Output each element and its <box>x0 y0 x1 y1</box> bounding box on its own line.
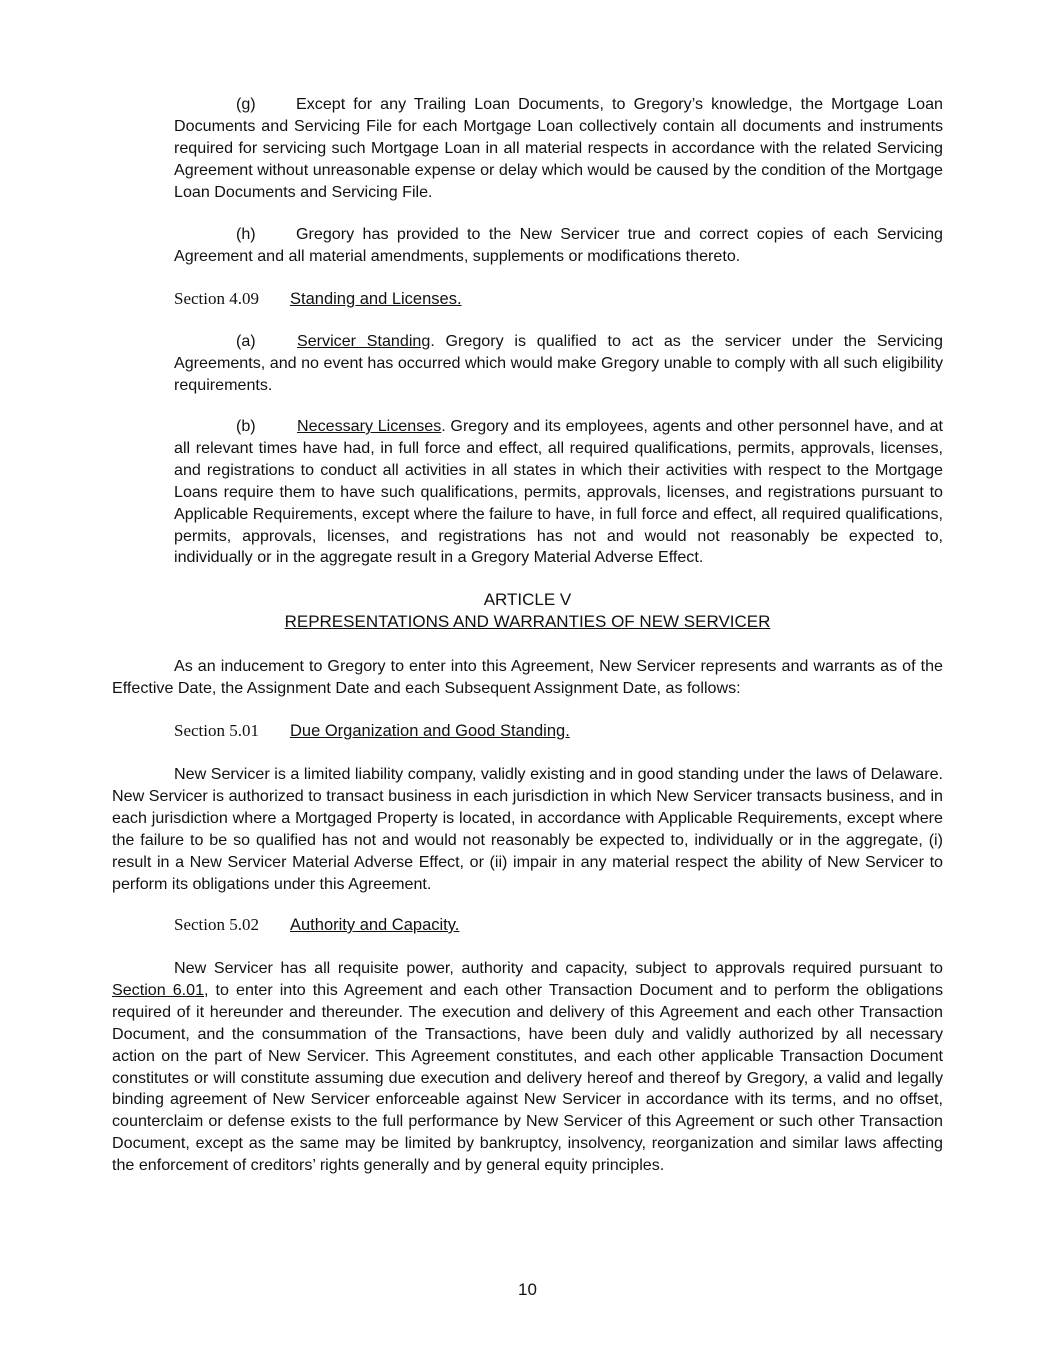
section-5-01-body <box>112 764 943 895</box>
paragraph-heading: Servicer Standing <box>297 332 431 350</box>
page-number: 10 <box>518 1280 537 1299</box>
paragraph-text: . Gregory is qualified to act as the servicer under the Servicing Agreements, and no event has occurred which would make Gregory unable to comply with all such eligibility requirements. <box>174 332 944 394</box>
paragraph-text: . Gregory and its employees, agents and other personnel have, and at all relevant times have had, in full force and effect, all required qualifications, permits, approvals, licenses, and registrations to conduct all activities in all states in which their activities with respect to the Mortgage Loans require them to have such qualifications, permits, approvals, licenses, and registrations pursuant to Applicable Requirements, except where the failure to have, in full force and effect, all required qualifications, permits, approvals, licenses, and registrations has not and would not reasonably be expected to, individually or in the aggregate result in a Gregory Material Adverse Effect. <box>174 417 943 567</box>
section-5-02-heading <box>174 915 459 935</box>
section-4-09-heading <box>174 289 462 309</box>
paragraph-4-09-b <box>174 416 943 569</box>
article-title-text: REPRESENTATIONS AND WARRANTIES OF NEW SERVICER <box>284 612 771 631</box>
article-label: ARTICLE V <box>483 590 572 609</box>
paragraph-text: As an inducement to Gregory to enter into this Agreement, New Servicer represents and warrants as of the Effective Date, the Assignment Date and each Subsequent Assignment Date, as follows: <box>112 657 943 697</box>
article-intro <box>112 656 943 700</box>
section-number: Section 5.02 <box>174 915 259 934</box>
section-5-02-body <box>112 958 943 1177</box>
paragraph-marker: (a) <box>236 332 256 350</box>
article-title <box>0 612 1055 632</box>
section-title: Standing and Licenses. <box>290 290 462 308</box>
section-number: Section 4.09 <box>174 289 259 308</box>
paragraph-4-09-a <box>174 331 943 397</box>
paragraph-text: Gregory has provided to the New Servicer true and correct copies of each Servicing Agreement and all material amendments, supplements or modifications thereto. <box>174 225 943 265</box>
section-title: Authority and Capacity. <box>290 916 460 934</box>
paragraph-text: New Servicer is a limited liability company, validly existing and in good standing under the laws of Delaware. New Servicer is authorized to transact business in each jurisdiction in which New Servicer transacts business, and in each jurisdiction where a Mortgaged Property is located, in accordance with Applicable Requirements, except where the failure to be so qualified has not and would not reasonably be expected to, individually or in the aggregate, (i) result in a New Servicer Material Adverse Effect, or (ii) impair in any material respect the ability of New Servicer to perform its obligations under this Agreement. <box>112 765 943 893</box>
section-title: Due Organization and Good Standing. <box>290 722 570 740</box>
paragraph-marker: (g) <box>236 95 256 113</box>
paragraph-marker: (h) <box>236 225 256 243</box>
paragraph-heading: Necessary Licenses <box>297 417 442 435</box>
paragraph-text: New Servicer has all requisite power, authority and capacity, subject to approvals required pursuant to <box>174 959 943 977</box>
paragraph-g <box>174 94 943 204</box>
section-5-01-heading <box>174 721 570 741</box>
section-reference-link[interactable]: Section 6.01 <box>112 980 205 999</box>
section-number: Section 5.01 <box>174 721 259 740</box>
paragraph-text: , to enter into this Agreement and each other Transaction Document and to perform the obligations required of it hereunder and thereunder. The execution and delivery of this Agreement and each other Transaction Document, and the consummation of the Transactions, have been duly and validly authorized by all necessary action on the part of New Servicer. This Agreement constitutes, and each other applicable Transaction Document constitutes or will constitute assuming due execution and delivery hereof and thereof by Gregory, a valid and legally binding agreement of New Servicer enforceable against New Servicer in accordance with its terms, and no offset, counterclaim or defense exists to the full performance by New Servicer of this Agreement or such other Transaction Document, except as the same may be limited by bankruptcy, insolvency, reorganization and similar laws affecting the enforcement of creditors’ rights generally and by general equity principles. <box>112 980 943 1175</box>
paragraph-h <box>174 224 943 268</box>
paragraph-marker: (b) <box>236 417 256 435</box>
paragraph-text: Except for any Trailing Loan Documents, to Gregory’s knowledge, the Mortgage Loan Documents and Servicing File for each Mortgage Loan collectively contain all documents and instruments required for servicing such Mortgage Loan in all material respects in accordance with the related Servicing Agreement without unreasonable expense or delay which would be caused by the condition of the Mortgage Loan Documents and Servicing File. <box>174 95 943 201</box>
